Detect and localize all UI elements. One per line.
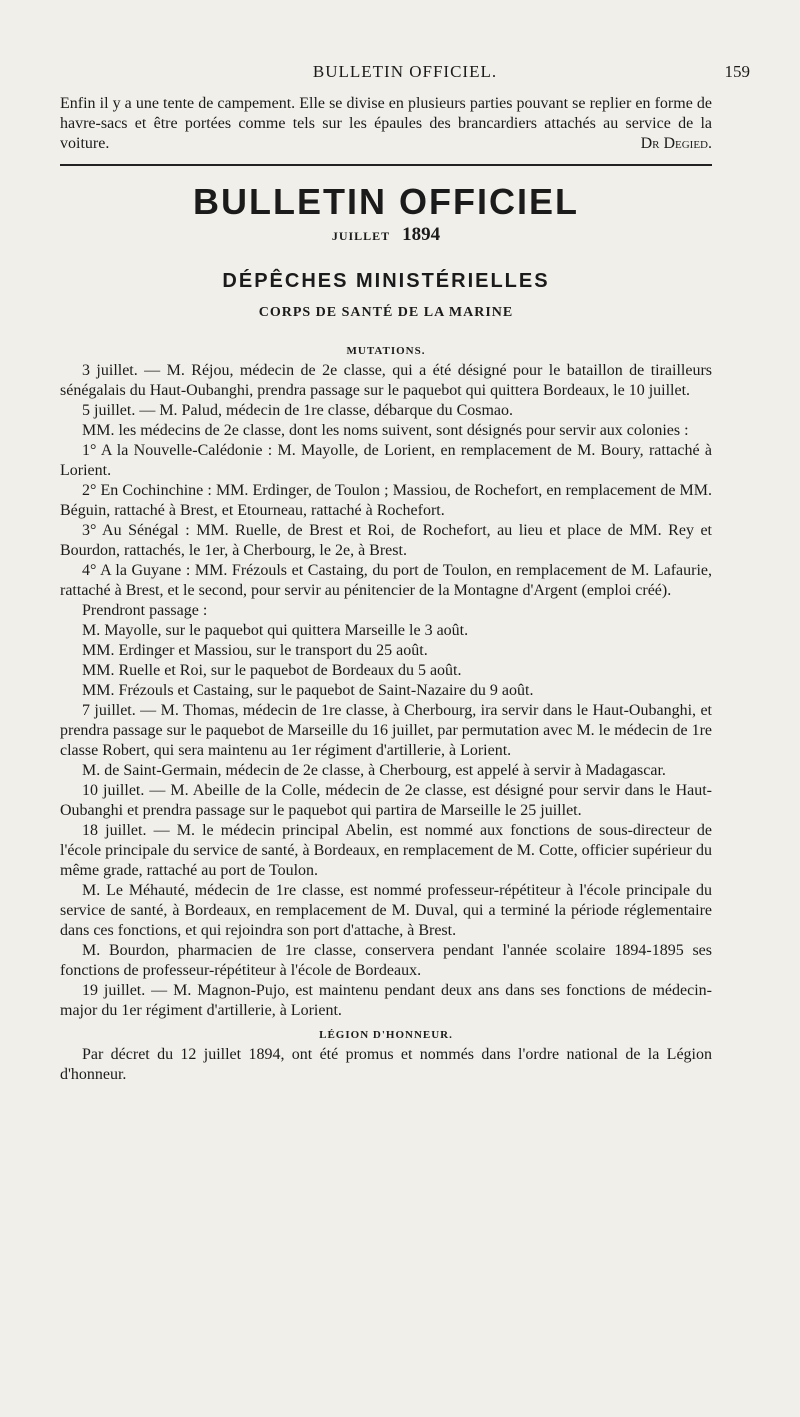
mutation-paragraph: MM. Frézouls et Castaing, sur le paquebot de Saint-Nazaire du 9 août. xyxy=(82,682,534,699)
mutation-paragraph: Prendront passage : xyxy=(82,602,208,619)
intro-text: Enfin il y a une tente de campement. Elle se divise en plusieurs parties pouvant se replier en forme de havre-sacs et être portées comme tels sur les épaules des brancardiers attachés au service de la voiture. xyxy=(60,95,712,152)
bulletin-title: BULLETIN OFFICIEL xyxy=(193,181,579,222)
mutation-paragraph: 5 juillet. — M. Palud, médecin de 1re classe, débarque du Cosmao. xyxy=(82,402,514,419)
section-title: DÉPÊCHES MINISTÉRIELLES xyxy=(222,270,550,292)
mutation-paragraph: M. de Saint-Germain, médecin de 2e classe, à Cherbourg, est appelé à servir à Madagascar. xyxy=(82,762,666,779)
mutations-list xyxy=(60,361,712,1021)
mutation-paragraph: 4° A la Guyane : MM. Frézouls et Castaing, du port de Toulon, en remplacement de M. Lafaurie, rattaché à Brest, et le second, pour servir au pénitencier de la Montagne d'Argent (emploi créé). xyxy=(60,562,712,599)
mutation-paragraph: MM. Ruelle et Roi, sur le paquebot de Bordeaux du 5 août. xyxy=(82,662,462,679)
mutation-paragraph: MM. Erdinger et Massiou, sur le transport du 25 août. xyxy=(82,642,428,659)
bulletin-date xyxy=(60,224,712,247)
author-signature: Dr Degied. xyxy=(640,135,712,152)
mutation-paragraph: 7 juillet. — M. Thomas, médecin de 1re classe, à Cherbourg, ira servir dans le Haut-Oubanghi, et prendra passage sur le paquebot de Marseille du 16 juillet, par permutation avec M. le médecin de 1re classe Robert, qui sera maintenu au 1er régiment d'artillerie, à Lorient. xyxy=(60,702,712,759)
mutation-paragraph: M. Bourdon, pharmacien de 1re classe, conservera pendant l'année scolaire 1894-1895 ses fonctions de professeur-répétiteur à l'école de Bordeaux. xyxy=(60,942,712,979)
page-number: 159 xyxy=(724,62,750,81)
page-content xyxy=(60,94,712,1085)
mutation-paragraph: 1° A la Nouvelle-Calédonie : M. Mayolle, de Lorient, en remplacement de M. Boury, rattaché à Lorient. xyxy=(60,442,712,479)
mutation-paragraph: 10 juillet. — M. Abeille de la Colle, médecin de 2e classe, est désigné pour servir dans le Haut-Oubanghi et prendra passage sur le paquebot qui partira de Marseille le 25 juillet. xyxy=(60,782,712,819)
intro-paragraph xyxy=(60,94,712,154)
running-header xyxy=(60,62,750,86)
mutation-paragraph: M. Mayolle, sur le paquebot qui quittera Marseille le 3 août. xyxy=(82,622,469,639)
mutation-paragraph: 2° En Cochinchine : MM. Erdinger, de Toulon ; Massiou, de Rochefort, en remplacement de MM. Béguin, rattaché à Brest, et Etourneau, rattaché à Rochefort. xyxy=(60,482,712,519)
bulletin-year: 1894 xyxy=(402,224,441,245)
mutation-paragraph: 18 juillet. — M. le médecin principal Abelin, est nommé aux fonctions de sous-directeur de l'école principale du service de santé, à Bordeaux, en remplacement de M. Cotte, officier supérieur du même grade, rattaché au port de Toulon. xyxy=(60,822,712,879)
mutation-paragraph: 19 juillet. — M. Magnon-Pujo, est maintenu pendant deux ans dans ses fonctions de médecin-major du 1er régiment d'artillerie, à Lorient. xyxy=(60,982,712,1019)
mutations-heading: MUTATIONS. xyxy=(346,345,426,357)
mutation-paragraph: 3° Au Sénégal : MM. Ruelle, de Brest et Roi, de Rochefort, au lieu et place de MM. Rey et Bourdon, rattachés, le 1er, à Cherbourg, le 2e, à Brest. xyxy=(60,522,712,559)
running-title: BULLETIN OFFICIEL. xyxy=(312,62,498,81)
mutation-paragraph: MM. les médecins de 2e classe, dont les noms suivent, sont désignés pour servir aux colonies : xyxy=(82,422,689,439)
mutation-paragraph: 3 juillet. — M. Réjou, médecin de 2e classe, qui a été désigné pour le bataillon de tirailleurs sénégalais du Haut-Oubanghi, prendra passage sur le paquebot qui quittera Bordeaux, le 10 juillet. xyxy=(60,362,712,399)
legion-paragraph: Par décret du 12 juillet 1894, ont été promus et nommés dans l'ordre national de la Légion d'honneur. xyxy=(60,1046,712,1083)
bulletin-month: JUILLET xyxy=(331,229,391,243)
subsection-title: CORPS DE SANTÉ DE LA MARINE xyxy=(258,305,514,320)
mutation-paragraph: M. Le Méhauté, médecin de 1re classe, est nommé professeur-répétiteur à l'école principale du service de santé, à Bordeaux, en remplacement de M. Duval, qui a terminé la période réglementaire dans ces fonctions, et qui rejoindra son port d'attache, à Brest. xyxy=(60,882,712,939)
section-divider xyxy=(60,164,712,166)
legion-heading: LÉGION D'HONNEUR. xyxy=(319,1029,453,1041)
